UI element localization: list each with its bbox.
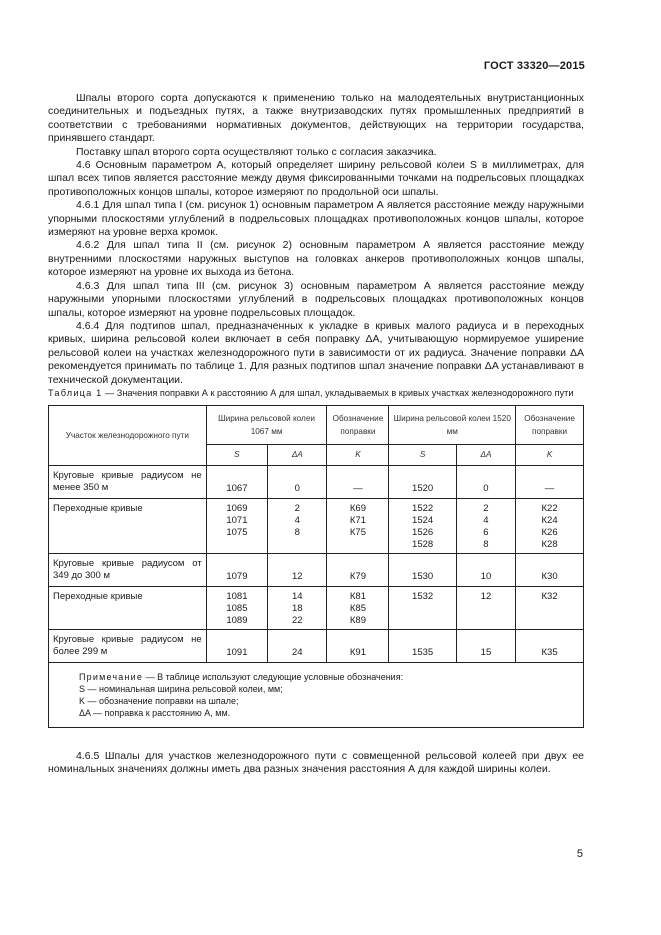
cell-s2 — [389, 629, 456, 662]
table-note — [49, 662, 584, 727]
table-caption-text: — Значения поправки А к расстоянию А для шпал, укладываемых в кривых участках железнодорожного пути — [102, 387, 574, 398]
paragraph-4-6-1: 4.6.1 Для шпал типа I (см. рисунок 1) основным параметром А является расстояние между наружными упорными плоскостями углублений в подрельсовых площадках противоположных концов шпалы, которое измеряют на уровне верха кромок. — [48, 199, 584, 239]
symbol-s: S — [389, 444, 456, 465]
cell-da2 — [456, 465, 515, 498]
cell-value: 14 — [292, 590, 303, 602]
cell-da2 — [456, 553, 515, 586]
cell-value: К69 — [349, 502, 366, 514]
cell-value: 1530 — [412, 570, 434, 582]
cell-value: К32 — [541, 590, 558, 602]
cell-k2 — [516, 586, 584, 629]
cell-k2 — [516, 465, 584, 498]
cell-k1 — [327, 586, 389, 629]
paragraph: Шпалы второго сорта допускаются к применению только на малодеятельных внутристанционных соединительных и подъездных путях, а также внутризаводских путях промышленных предприятий в соответствии с требованиями нормативных документов, действующих на территории государства, принявшего стандарт. — [48, 92, 584, 145]
cell-s1 — [206, 465, 267, 498]
cell-value: — — [544, 482, 555, 494]
cell-value: К30 — [541, 570, 558, 582]
cell-da1 — [268, 586, 327, 629]
document-body — [48, 92, 584, 777]
cell-value: 1520 — [412, 482, 434, 494]
cell-value: 22 — [292, 614, 303, 626]
cell-value: К85 — [349, 602, 366, 614]
cell-value: 8 — [294, 526, 300, 538]
table-row — [49, 498, 584, 553]
cell-value: 1079 — [226, 570, 248, 582]
table-row — [49, 586, 584, 629]
cell-value: 0 — [483, 482, 489, 494]
symbol-delta-a: ΔA — [268, 444, 327, 465]
cell-value: 1524 — [412, 514, 434, 526]
cell-value: 15 — [480, 646, 492, 658]
header-width-1067: Ширина рельсовой колеи 1067 мм — [206, 405, 327, 444]
cell-k2 — [516, 498, 584, 553]
note-line: ΔA — поправка к расстоянию A, мм. — [79, 707, 231, 718]
header-designation-1: Обозначение поправки — [327, 405, 389, 444]
cell-k1 — [327, 465, 389, 498]
cell-value: 1532 — [412, 590, 434, 602]
paragraph-4-6-5: 4.6.5 Шпалы для участков железнодорожного пути с совмещенной рельсовой колеей при двух ее номинальных значениях должны иметь два разных значения расстояния А для каждой ширины колеи. — [48, 749, 584, 776]
symbol-k: K — [327, 444, 389, 465]
cell-da2 — [456, 586, 515, 629]
note-intro: — В таблице используют следующие условные обозначения: — [143, 671, 404, 682]
cell-value: 1522 — [412, 502, 434, 514]
cell-da2 — [456, 498, 515, 553]
header-designation-2: Обозначение поправки — [516, 405, 584, 444]
header-width-1520: Ширина рельсовой колеи 1520 мм — [389, 405, 516, 444]
cell-value: 1089 — [226, 614, 248, 626]
row-section-name: Круговые кривые радиусом от 349 до 300 м — [49, 553, 207, 586]
table-row — [49, 553, 584, 586]
cell-value: 2 — [294, 502, 300, 514]
cell-value: 1526 — [412, 526, 434, 538]
table-header-row — [49, 405, 584, 444]
row-section-name: Круговые кривые радиусом не менее 350 м — [49, 465, 207, 498]
cell-da2 — [456, 629, 515, 662]
symbol-k: K — [516, 444, 584, 465]
cell-value: К22 — [541, 502, 558, 514]
cell-value: 4 — [483, 514, 489, 526]
row-section-name: Переходные кривые — [49, 498, 207, 553]
cell-value: 8 — [483, 538, 489, 550]
cell-da1 — [268, 553, 327, 586]
document-header: ГОСТ 33320—2015 — [483, 60, 585, 72]
cell-value: 1091 — [226, 646, 248, 658]
cell-value: 18 — [292, 602, 303, 614]
note-line: K — обозначение поправки на шпале; — [79, 695, 239, 706]
note-label: Примечание — [79, 671, 144, 682]
cell-value: К91 — [349, 646, 366, 658]
table-row — [49, 465, 584, 498]
cell-k2 — [516, 629, 584, 662]
cell-k1 — [327, 498, 389, 553]
paragraph-4-6-2: 4.6.2 Для шпал типа II (см. рисунок 2) основным параметром А является расстояние между внутренними плоскостями наружных выступов на головках анкеров противоположных концов шпалы, которое измеряют на уровне их выхода из бетона. — [48, 239, 584, 279]
cell-value: 2 — [483, 502, 489, 514]
cell-value: 1067 — [226, 482, 248, 494]
cell-value: К75 — [349, 526, 366, 538]
cell-value: К28 — [541, 538, 558, 550]
page-number: 5 — [576, 848, 583, 860]
cell-s2 — [389, 465, 456, 498]
cell-value: 6 — [483, 526, 489, 538]
cell-value: 4 — [294, 514, 300, 526]
table-caption-label: Таблица 1 — [48, 387, 103, 398]
cell-value: — — [353, 482, 363, 494]
row-section-name: Круговые кривые радиусом не более 299 м — [49, 629, 207, 662]
paragraph-4-6-4: 4.6.4 Для подтипов шпал, предназначенных к укладке в кривых малого радиуса и в переходных кривых, ширина рельсовой колеи включает в себя поправку ΔA, учитывающую нормируемое уширение рельсовой колеи на участках железнодорожного пути в зависимости от их радиуса. Значение поправки ΔA рекомендуется принимать по таблице 1. Для разных подтипов шпал значение поправки ΔA устанавливают в технической документации. — [48, 319, 584, 386]
cell-da1 — [268, 498, 327, 553]
correction-table — [48, 405, 584, 728]
cell-value: 1081 — [226, 590, 248, 602]
symbol-delta-a: ΔA — [456, 444, 515, 465]
cell-value: 1085 — [226, 602, 248, 614]
paragraph-4-6-3: 4.6.3 Для шпал типа III (см. рисунок 3) основным параметром А является расстояние между наружными упорными плоскостями углублений в подрельсовых площадках противоположных концов шпалы, которое измеряют на уровне подрельсовых площадок. — [48, 279, 584, 319]
cell-value: 12 — [480, 590, 492, 602]
cell-value: 1071 — [226, 514, 248, 526]
cell-da1 — [268, 465, 327, 498]
table-caption — [48, 387, 584, 399]
cell-s1 — [206, 553, 267, 586]
cell-k2 — [516, 553, 584, 586]
table-row — [49, 629, 584, 662]
cell-k1 — [327, 629, 389, 662]
paragraph-4-6: 4.6 Основным параметром А, который определяет ширину рельсовой колеи S в миллиметрах, для шпал всех типов является расстояние между двумя фиксированными точками на подрельсовых площадках противоположных концов шпалы, которое измеряют по продольной оси шпалы. — [48, 159, 584, 198]
cell-value: 1528 — [412, 538, 434, 550]
row-section-name: Переходные кривые — [49, 586, 207, 629]
note-line: S — номинальная ширина рельсовой колеи, мм; — [79, 683, 283, 694]
cell-k1 — [327, 553, 389, 586]
cell-s2 — [389, 553, 456, 586]
table-body — [49, 465, 584, 662]
cell-value: 10 — [480, 570, 492, 582]
cell-value: 12 — [292, 570, 303, 582]
cell-s2 — [389, 586, 456, 629]
cell-s1 — [206, 586, 267, 629]
paragraph: Поставку шпал второго сорта осуществляют только с согласия заказчика. — [76, 145, 437, 158]
cell-value: 1535 — [412, 646, 434, 658]
header-section: Участок железнодорожного пути — [49, 405, 207, 465]
cell-value: К81 — [349, 590, 366, 602]
cell-value: К79 — [349, 570, 366, 582]
cell-da1 — [268, 629, 327, 662]
cell-value: 0 — [294, 482, 300, 494]
cell-value: К26 — [541, 526, 558, 538]
cell-value: К89 — [349, 614, 366, 626]
table-note-row — [49, 662, 584, 727]
cell-value: 1069 — [226, 502, 248, 514]
symbol-s: S — [206, 444, 267, 465]
cell-value: К24 — [541, 514, 558, 526]
cell-value: К35 — [541, 646, 558, 658]
cell-value: К71 — [349, 514, 366, 526]
cell-value: 1075 — [226, 526, 248, 538]
cell-s2 — [389, 498, 456, 553]
cell-value: 24 — [292, 646, 303, 658]
cell-s1 — [206, 629, 267, 662]
cell-s1 — [206, 498, 267, 553]
